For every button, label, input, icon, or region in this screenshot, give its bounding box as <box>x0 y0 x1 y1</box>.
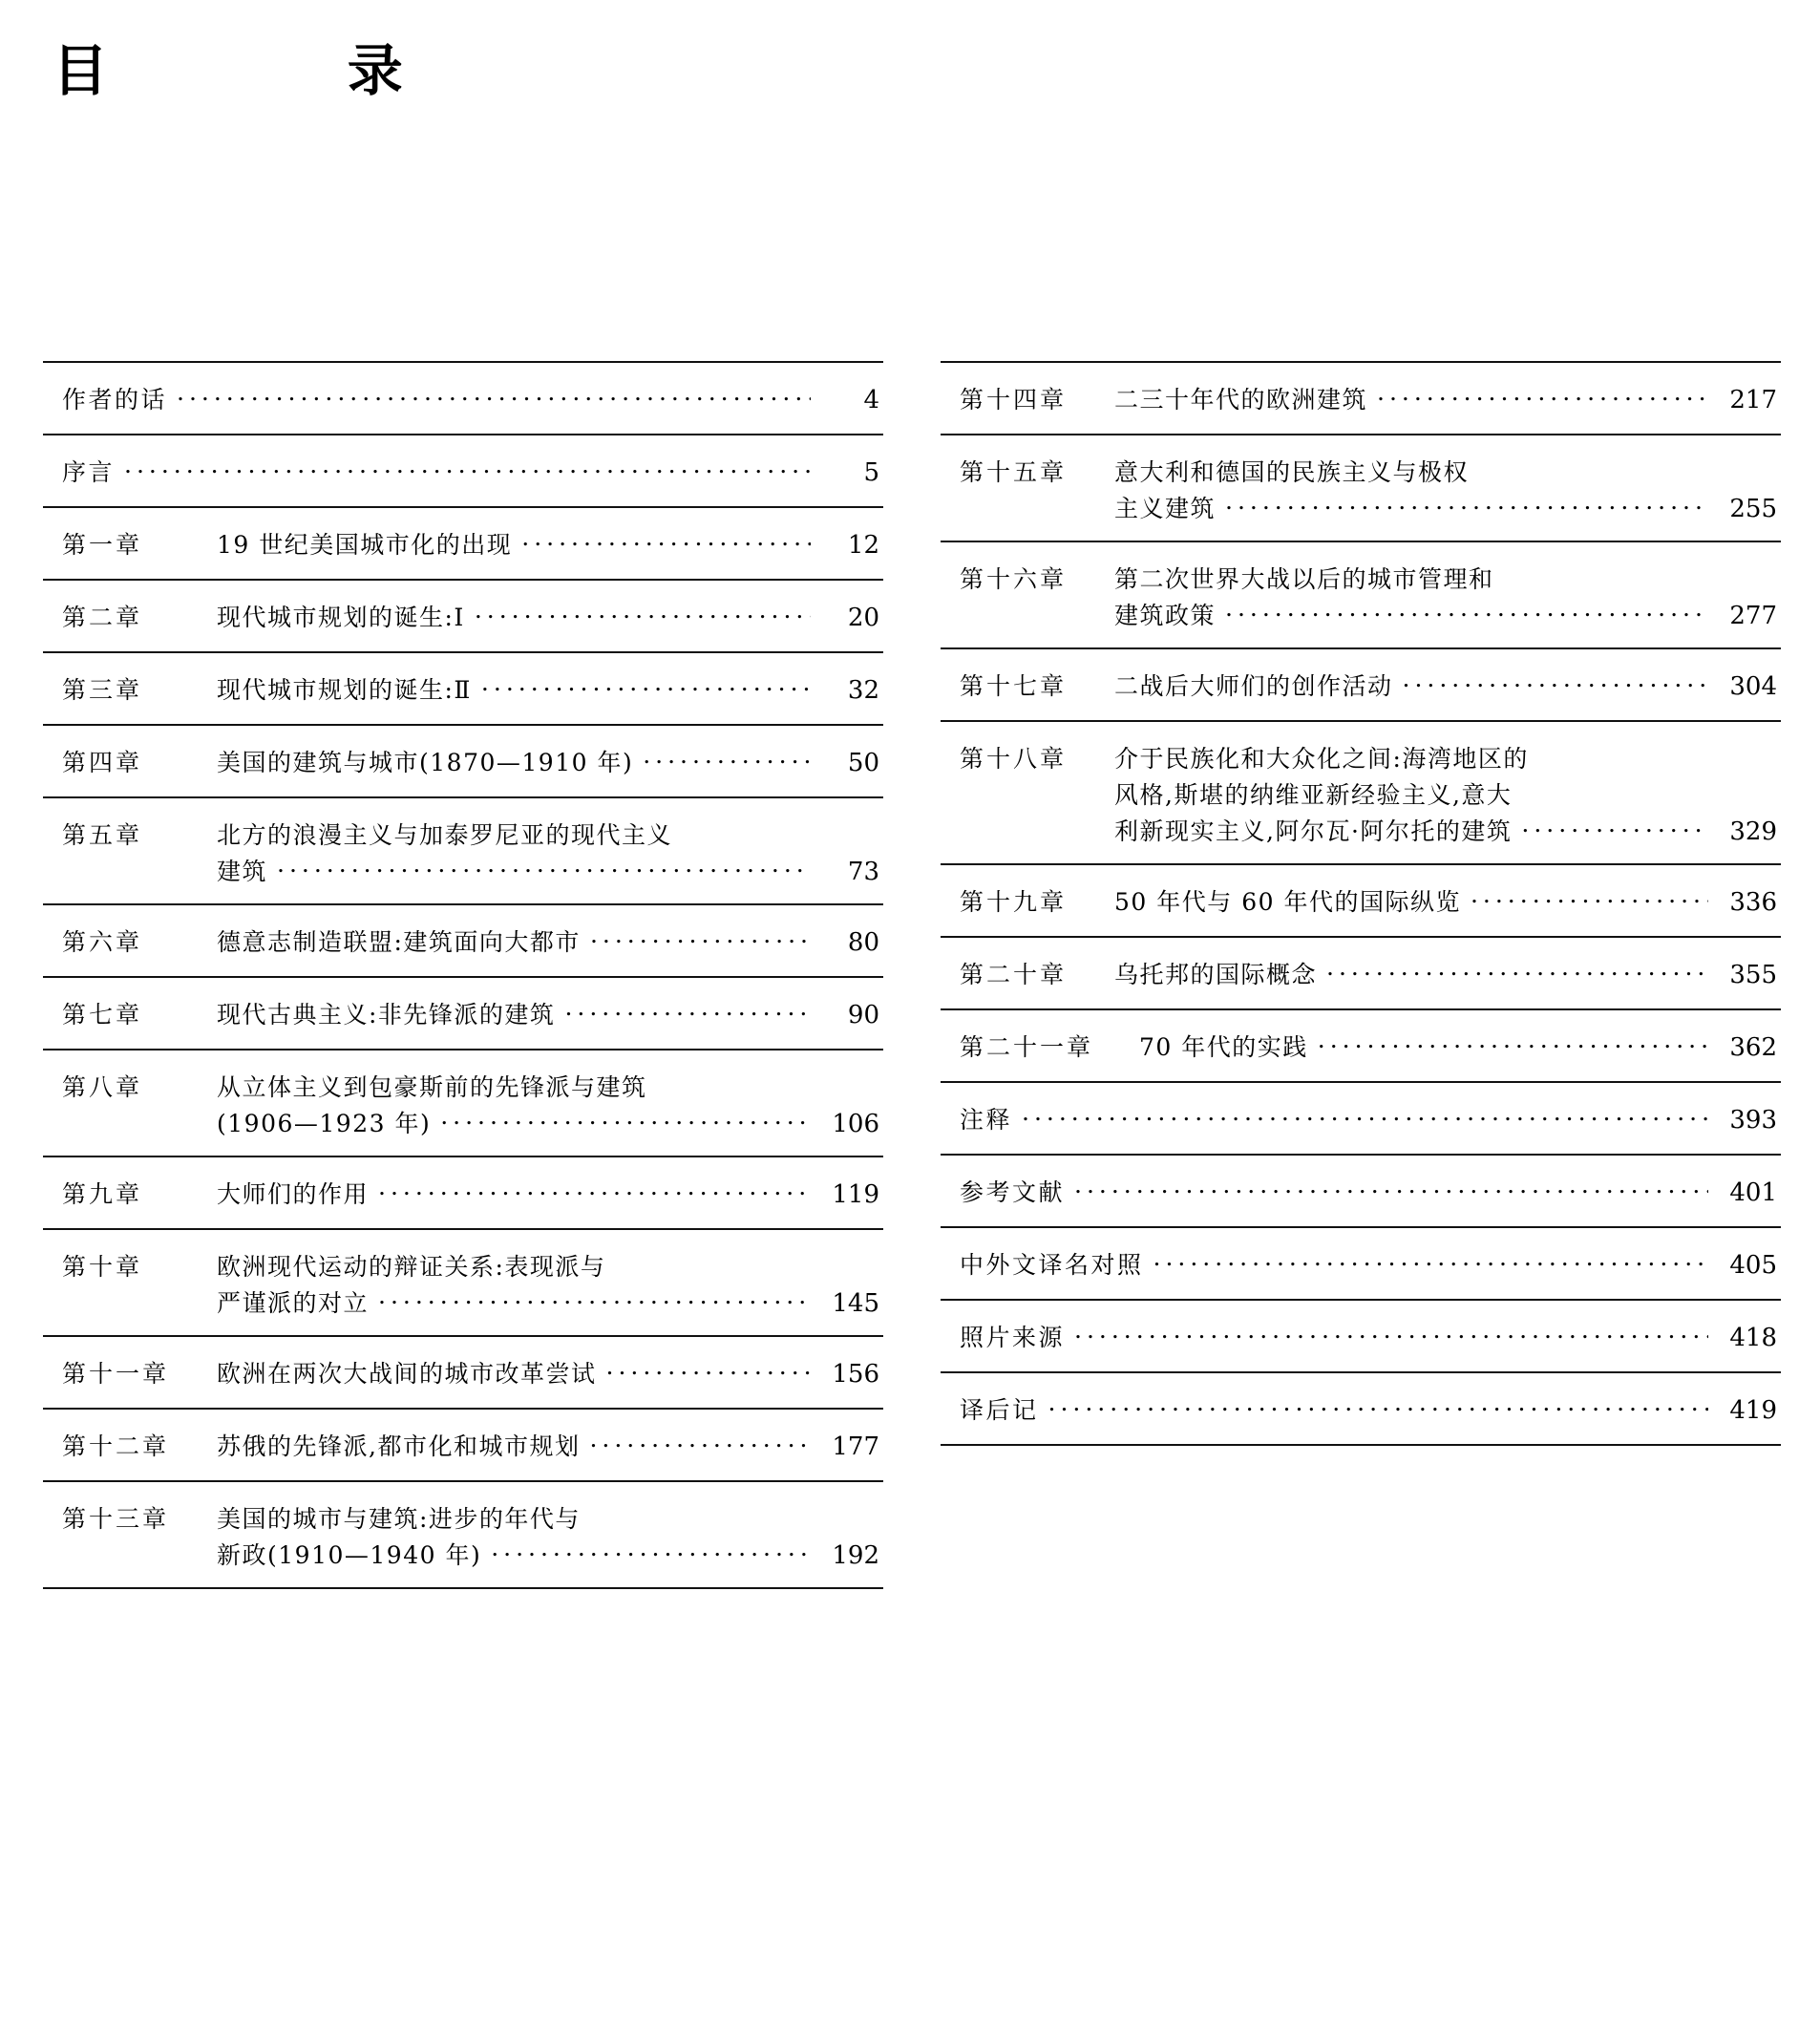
page-number: 217 <box>1729 386 1777 414</box>
page-number: 336 <box>1729 888 1777 917</box>
chapter-label: 第十四章 <box>960 386 1068 414</box>
toc-entry[interactable] <box>43 798 883 905</box>
toc-entry[interactable] <box>43 1050 883 1157</box>
toc-entry-line <box>43 1539 883 1587</box>
toc-entry[interactable] <box>941 1228 1781 1301</box>
leader-dots <box>589 1431 811 1454</box>
leader-dots <box>177 384 811 408</box>
toc-entry-line <box>43 798 883 856</box>
toc-entry-line <box>941 363 1781 434</box>
toc-entry[interactable] <box>941 938 1781 1010</box>
toc-entry-line <box>43 978 883 1049</box>
toc-entry[interactable] <box>941 361 1781 435</box>
entry-title: 二三十年代的欧洲建筑 <box>1114 386 1368 414</box>
toc-entry-line <box>941 493 1781 541</box>
chapter-label: 第八章 <box>62 1073 143 1101</box>
chapter-label: 第二十章 <box>960 961 1068 988</box>
toc-entry-line <box>43 653 883 724</box>
toc-entry-line <box>43 508 883 579</box>
entry-title: 介于民族化和大众化之间:海湾地区的 <box>1114 745 1529 773</box>
toc-entry-line <box>941 722 1781 779</box>
leader-dots <box>1478 456 1708 480</box>
leader-dots <box>1326 959 1708 983</box>
chapter-label: 第五章 <box>62 821 143 849</box>
entry-title: 现代城市规划的诞生:Ⅱ <box>217 676 472 704</box>
toc-entry-line <box>43 905 883 976</box>
leader-dots <box>657 1072 811 1095</box>
leader-dots <box>564 999 811 1023</box>
entry-title: 作者的话 <box>62 386 168 414</box>
leader-dots <box>1471 886 1708 910</box>
page-number: 255 <box>1729 495 1777 523</box>
toc-entry-line <box>941 938 1781 1008</box>
entry-title: 主义建筑 <box>1114 495 1217 522</box>
toc-entry-line <box>941 542 1781 600</box>
entry-title: 大师们的作用 <box>217 1180 370 1208</box>
toc-entry[interactable] <box>43 905 883 978</box>
toc-entry[interactable] <box>43 1337 883 1410</box>
page-number: 32 <box>847 676 879 705</box>
page-number: 12 <box>847 531 879 560</box>
toc-entry[interactable] <box>43 653 883 726</box>
page-number: 192 <box>832 1541 879 1570</box>
toc-entry[interactable] <box>941 1083 1781 1156</box>
leader-dots <box>606 1358 811 1382</box>
entry-title: 从立体主义到包豪斯前的先锋派与建筑 <box>217 1073 647 1101</box>
page-number: 156 <box>832 1360 879 1389</box>
entry-title: 利新现实主义,阿尔瓦·阿尔托的建筑 <box>1114 817 1513 845</box>
entry-title: 美国的建筑与城市(1870—1910 年) <box>217 749 634 776</box>
toc-entry-line <box>43 1050 883 1108</box>
chapter-label: 第十章 <box>62 1253 143 1281</box>
toc-entry[interactable] <box>941 1301 1781 1373</box>
toc-entry[interactable] <box>941 1373 1781 1446</box>
entry-title: 50 年代与 60 年代的国际纵览 <box>1114 888 1461 916</box>
toc-entry-line <box>941 816 1781 863</box>
chapter-label: 第十二章 <box>62 1432 170 1460</box>
page-number: 405 <box>1729 1251 1777 1280</box>
toc-entry-line <box>941 1010 1781 1081</box>
toc-entry[interactable] <box>941 722 1781 865</box>
page-number: 177 <box>832 1432 879 1461</box>
toc-entry-line <box>43 1108 883 1156</box>
entry-title: 苏俄的先锋派,都市化和城市规划 <box>217 1432 581 1460</box>
leader-dots <box>1022 1104 1708 1128</box>
leader-dots <box>521 529 811 553</box>
toc-entry-line <box>941 600 1781 647</box>
chapter-label: 第二章 <box>62 604 143 631</box>
toc-entry[interactable] <box>941 542 1781 649</box>
leader-dots <box>124 456 811 480</box>
leader-dots <box>481 674 811 698</box>
toc-entry[interactable] <box>43 435 883 508</box>
page-number: 419 <box>1729 1396 1777 1425</box>
page-number: 362 <box>1729 1033 1777 1062</box>
page-number: 73 <box>847 858 879 886</box>
entry-title: 北方的浪漫主义与加泰罗尼亚的现代主义 <box>217 821 673 849</box>
toc-entry-line <box>43 856 883 903</box>
toc-entry-line <box>43 1287 883 1335</box>
entry-title: 序言 <box>62 458 116 486</box>
leader-dots <box>277 856 811 880</box>
entry-title: 美国的城市与建筑:进步的年代与 <box>217 1505 581 1533</box>
chapter-label: 第十一章 <box>62 1360 170 1388</box>
entry-title: 意大利和德国的民族主义与极权 <box>1114 458 1470 486</box>
toc-entry[interactable] <box>941 865 1781 938</box>
chapter-label: 第十六章 <box>960 565 1068 593</box>
leader-dots <box>1074 1177 1708 1200</box>
entry-title: 新政(1910—1940 年) <box>217 1541 482 1569</box>
leader-dots <box>1153 1249 1708 1273</box>
toc-entry[interactable] <box>43 978 883 1050</box>
leader-dots <box>1225 493 1708 517</box>
toc-entry-line <box>941 649 1781 720</box>
toc-entry-line <box>43 1337 883 1408</box>
leader-dots <box>1521 779 1708 803</box>
toc-entry[interactable] <box>941 1010 1781 1083</box>
toc-entry[interactable] <box>43 1157 883 1230</box>
leader-dots <box>440 1108 811 1132</box>
toc-entry-line <box>43 1230 883 1287</box>
leader-dots <box>590 926 811 950</box>
leader-dots <box>590 1503 811 1527</box>
chapter-label: 第二十一章 <box>960 1033 1094 1061</box>
entry-title: 风格,斯堪的纳维亚新经验主义,意大 <box>1114 781 1513 809</box>
page-number: 106 <box>832 1110 879 1138</box>
leader-dots <box>1074 1322 1708 1346</box>
leader-dots <box>475 602 811 626</box>
entry-title: 现代古典主义:非先锋派的建筑 <box>217 1001 556 1029</box>
page-number: 393 <box>1729 1106 1777 1135</box>
chapter-label: 第七章 <box>62 1001 143 1029</box>
page-number: 20 <box>847 604 879 632</box>
page-number: 145 <box>832 1289 879 1318</box>
page-number: 119 <box>832 1180 879 1209</box>
leader-dots <box>1538 743 1708 767</box>
toc-entry-line <box>43 581 883 651</box>
chapter-label: 第十七章 <box>960 672 1068 700</box>
entry-title: 建筑 <box>217 858 268 885</box>
toc-entry-line <box>941 435 1781 493</box>
entry-title: (1906—1923 年) <box>217 1110 432 1137</box>
page-number: 5 <box>863 458 879 487</box>
page-number: 50 <box>847 749 879 777</box>
chapter-label: 第十八章 <box>960 745 1068 773</box>
chapter-label: 第六章 <box>62 928 143 956</box>
entry-title: 照片来源 <box>960 1324 1066 1351</box>
entry-title: 70 年代的实践 <box>1139 1033 1308 1061</box>
toc-entry[interactable] <box>43 1410 883 1482</box>
leader-dots <box>1225 600 1708 624</box>
toc-entry-line <box>941 1156 1781 1226</box>
toc-entry[interactable] <box>43 361 883 435</box>
leader-dots <box>1048 1394 1708 1418</box>
chapter-label: 第四章 <box>62 749 143 776</box>
toc-entry-line <box>43 1482 883 1539</box>
chapter-label: 第十三章 <box>62 1505 170 1533</box>
toc-entry-line <box>43 363 883 434</box>
entry-title: 乌托邦的国际概念 <box>1114 961 1318 988</box>
chapter-label: 第九章 <box>62 1180 143 1208</box>
toc-entry[interactable] <box>43 581 883 653</box>
toc-entry[interactable] <box>941 435 1781 542</box>
chapter-label: 第十九章 <box>960 888 1068 916</box>
leader-dots <box>1403 670 1708 694</box>
toc-entry-line <box>941 779 1781 816</box>
toc-entry-line <box>43 1410 883 1480</box>
entry-title: 19 世纪美国城市化的出现 <box>217 531 513 559</box>
leader-dots <box>378 1178 811 1202</box>
page-number: 4 <box>863 386 879 414</box>
chapter-label: 第三章 <box>62 676 143 704</box>
entry-title: 严谨派的对立 <box>217 1289 370 1317</box>
leader-dots <box>615 1251 811 1275</box>
page-number: 329 <box>1729 817 1777 846</box>
page-title: 目 录 <box>53 38 435 103</box>
leader-dots <box>1521 816 1708 839</box>
leader-dots <box>643 747 811 771</box>
leader-dots <box>1504 563 1708 587</box>
toc-entry-line <box>941 1083 1781 1154</box>
page-number: 304 <box>1729 672 1777 701</box>
toc-entry-line <box>941 1228 1781 1299</box>
leader-dots <box>378 1287 811 1311</box>
entry-title: 欧洲在两次大战间的城市改革尝试 <box>217 1360 597 1388</box>
toc-column-right <box>941 361 1781 1589</box>
entry-title: 译后记 <box>960 1396 1039 1424</box>
toc-entry[interactable] <box>43 508 883 581</box>
page-number: 418 <box>1729 1324 1777 1352</box>
entry-title: 第二次世界大战以后的城市管理和 <box>1114 565 1494 593</box>
toc-entry[interactable] <box>941 1156 1781 1228</box>
toc-entry[interactable] <box>43 1482 883 1589</box>
toc-entry-line <box>43 726 883 796</box>
entry-title: 现代城市规划的诞生:Ⅰ <box>217 604 465 631</box>
page-number: 401 <box>1729 1178 1777 1207</box>
entry-title: 参考文献 <box>960 1178 1066 1206</box>
entry-title: 中外文译名对照 <box>960 1251 1144 1279</box>
toc-entry-line <box>941 1373 1781 1444</box>
leader-dots <box>682 819 811 843</box>
leader-dots <box>491 1539 811 1563</box>
page-number: 80 <box>847 928 879 957</box>
page-number: 355 <box>1729 961 1777 989</box>
entry-title: 欧洲现代运动的辩证关系:表现派与 <box>217 1253 606 1281</box>
chapter-label: 第一章 <box>62 531 143 559</box>
toc-entry[interactable] <box>941 649 1781 722</box>
toc-entry-line <box>43 435 883 506</box>
toc-entry-line <box>43 1157 883 1228</box>
chapter-label: 第十五章 <box>960 458 1068 486</box>
entry-title: 二战后大师们的创作活动 <box>1114 672 1393 700</box>
entry-title: 注释 <box>960 1106 1013 1134</box>
entry-title: 建筑政策 <box>1114 602 1217 629</box>
toc-entry-line <box>941 1301 1781 1371</box>
page-number: 277 <box>1729 602 1777 630</box>
leader-dots <box>1377 384 1708 408</box>
toc-entry-line <box>941 865 1781 936</box>
toc-entry[interactable] <box>43 1230 883 1337</box>
leader-dots <box>1318 1031 1708 1055</box>
entry-title: 德意志制造联盟:建筑面向大都市 <box>217 928 581 956</box>
page-number: 90 <box>847 1001 879 1029</box>
toc-column-left <box>43 361 883 1589</box>
toc-entry[interactable] <box>43 726 883 798</box>
toc-columns <box>0 361 1820 1589</box>
